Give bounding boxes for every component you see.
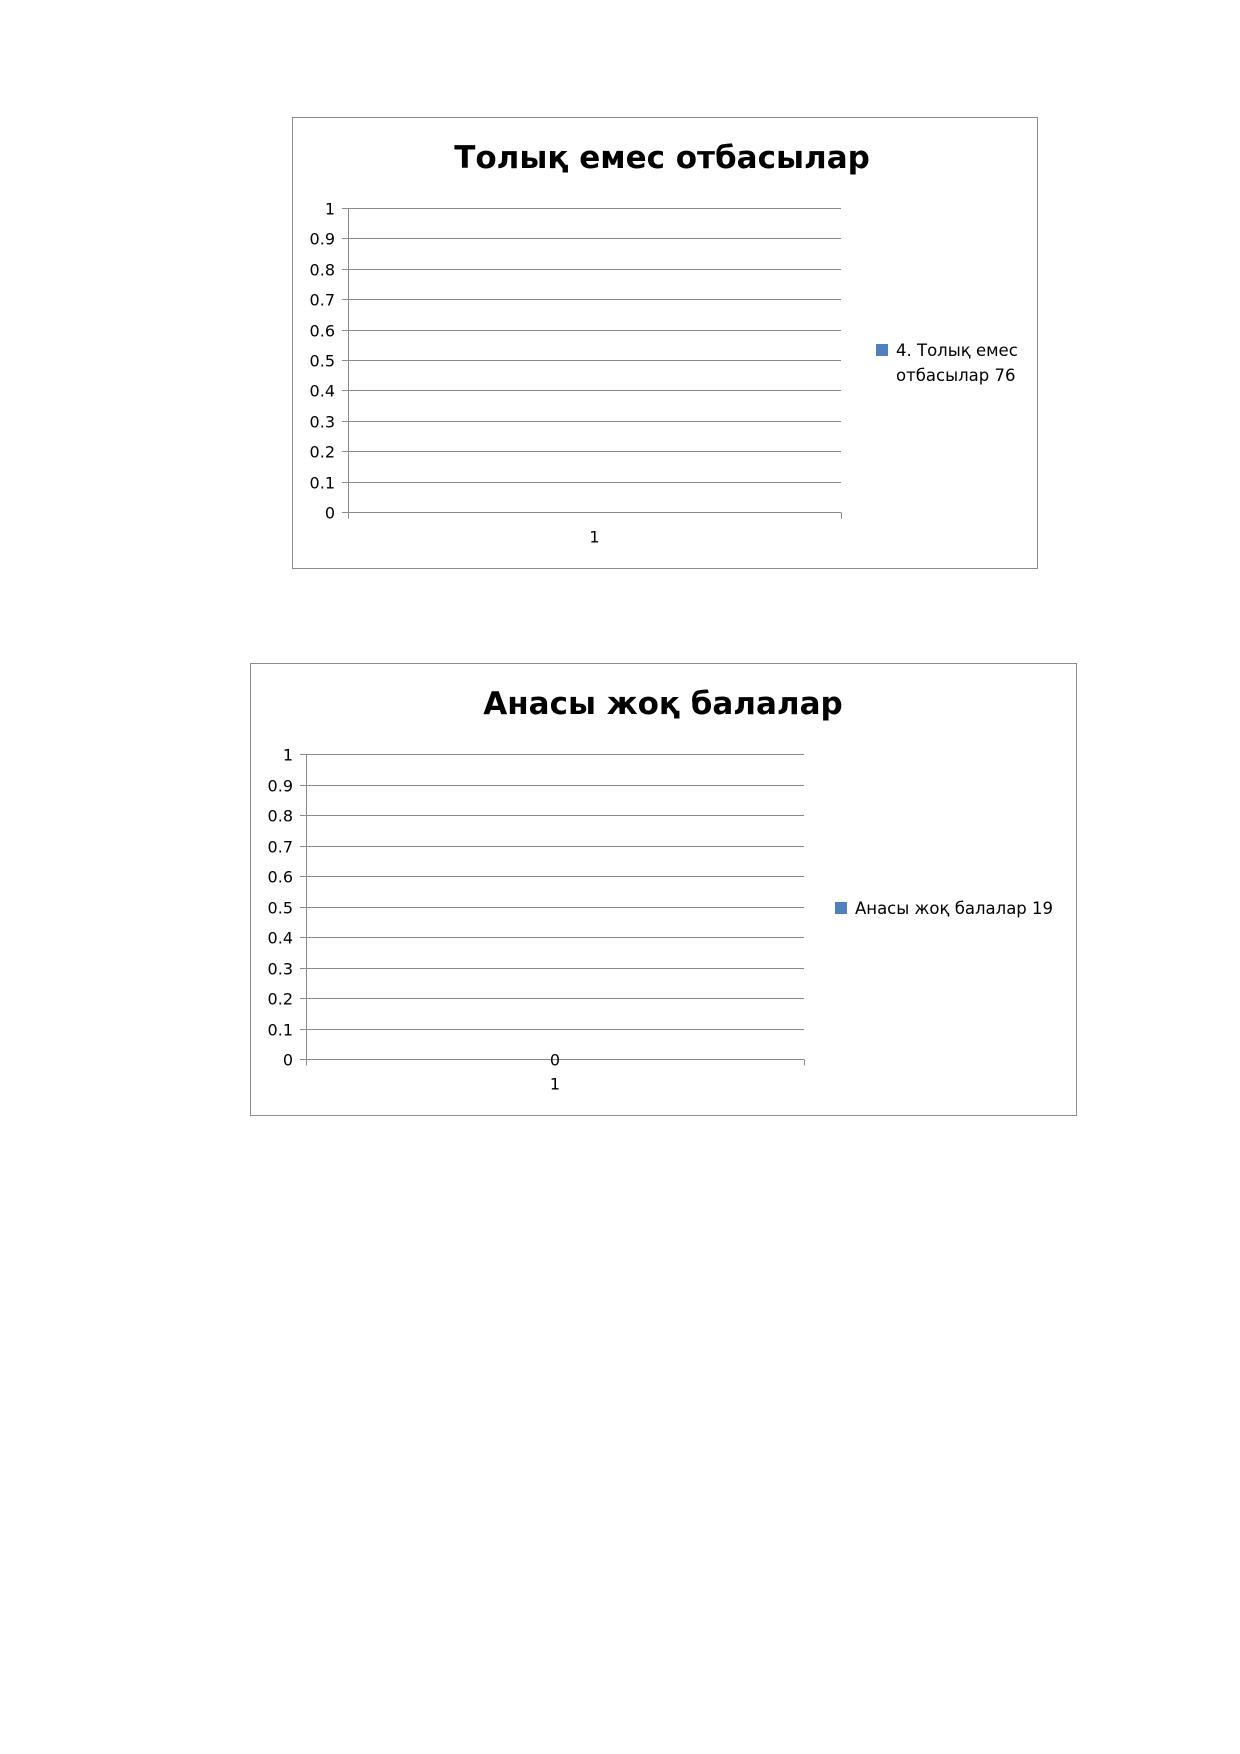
y-tick-label: 0.8 [267,806,293,826]
y-tick-label: 0.2 [267,989,293,1009]
y-tick-label: 0.9 [309,229,335,249]
legend-swatch [835,902,847,914]
x-tick-label: 1 [589,527,600,547]
legend [876,341,1018,385]
chart-canvas [293,118,1039,570]
data-labels [550,1051,560,1070]
y-tick-label: 0.3 [309,412,335,432]
y-tick-label: 0.8 [309,260,335,280]
x-tick-labels [550,1075,560,1094]
y-tick-label: 0.4 [267,928,293,948]
data-label: 0 [549,1050,561,1070]
axes [300,754,805,1066]
axes [342,208,842,519]
y-tick-label: 0.5 [267,898,293,918]
y-tick-label: 0.9 [267,776,293,796]
y-tick-label: 1 [324,199,335,219]
y-tick-label: 0.4 [309,381,335,401]
y-tick-label: 0.6 [267,867,293,887]
y-tick-label: 1 [282,745,293,765]
y-tick-label: 0.2 [309,442,335,462]
legend [835,899,1053,918]
chart-incomplete-families [292,117,1038,569]
legend-swatch [876,344,888,356]
y-tick-label: 0.1 [267,1020,293,1040]
y-tick-labels [268,746,293,1070]
chart-title: Анасы жоқ балалар [483,686,843,722]
legend-label: Анасы жоқ балалар 19 [855,899,1054,918]
y-tick-label: 0 [324,503,335,523]
y-tick-label: 0.3 [267,959,293,979]
chart-canvas [251,664,1078,1117]
legend-label: отбасылар 76 [896,366,1016,385]
y-tick-labels [310,200,335,523]
y-tick-label: 0.5 [309,351,335,371]
x-tick-labels [589,528,599,547]
y-tick-label: 0.1 [309,473,335,493]
y-tick-label: 0 [282,1050,293,1070]
y-tick-label: 0.7 [267,837,293,857]
x-tick-label: 1 [549,1074,561,1094]
y-tick-label: 0.7 [309,290,335,310]
y-tick-label: 0.6 [309,321,335,341]
gridlines [348,209,841,483]
chart-title: Толық емес отбасылар [454,140,870,176]
legend-label: 4. Толық емес [896,341,1018,360]
gridlines [306,755,804,1030]
chart-children-without-mother [250,663,1077,1116]
